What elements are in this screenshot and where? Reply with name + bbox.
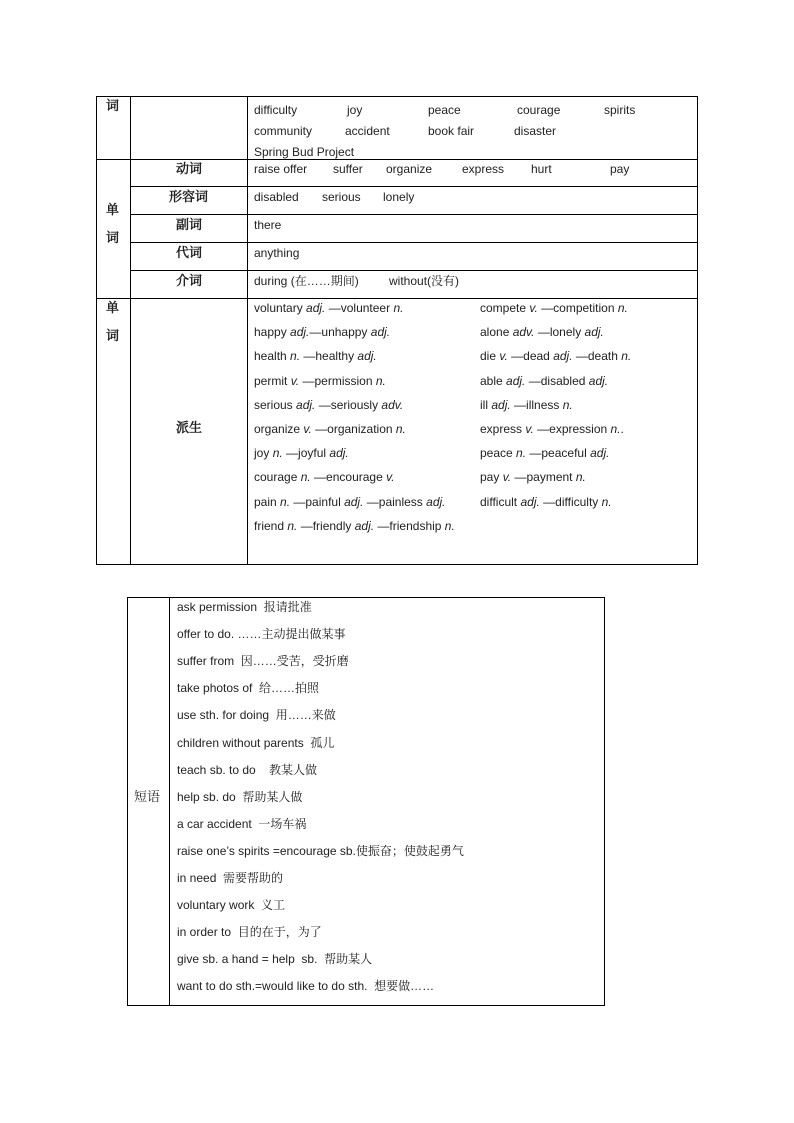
label-dan: 单	[106, 202, 120, 217]
row-divider	[130, 214, 698, 215]
phrase-item: a car accident 一场车祸	[177, 816, 307, 831]
derivation-line	[254, 446, 349, 460]
pos-label: 形容词	[169, 189, 209, 204]
pos-abbrev: adj.	[520, 494, 540, 509]
word-text: —illness	[510, 397, 563, 412]
pos-abbrev: n.	[575, 470, 586, 485]
prep-word: during (在……期间)	[254, 274, 359, 288]
noun-word: joy	[347, 103, 363, 117]
phrase-item: use sth. for doing 用……来做	[177, 708, 336, 723]
word-text: —difficulty	[539, 494, 602, 509]
word-text: friend	[254, 518, 288, 533]
word-text: health	[254, 349, 291, 364]
phrase-item: in order to 目的在于，为了	[177, 925, 322, 940]
adj-word: serious	[322, 190, 361, 204]
pos-abbrev: n.	[300, 470, 311, 485]
pos-abbrev: v.	[386, 470, 395, 485]
word-text: able	[480, 373, 507, 388]
column-divider	[169, 597, 170, 1006]
word-text: happy	[254, 325, 291, 340]
pos-abbrev: n.	[287, 518, 298, 533]
word-text: —healthy	[300, 349, 358, 364]
phrase-item: want to do sth.=would like to do sth. 想要做……	[177, 979, 435, 994]
derivation-line	[254, 470, 395, 484]
table-border	[96, 96, 97, 565]
pos-abbrev: n.	[272, 446, 283, 461]
word-text: —volunteer	[325, 301, 394, 315]
pos-label: 代词	[176, 245, 203, 260]
pos-abbrev: n.	[617, 301, 628, 315]
pron-word: anything	[254, 246, 300, 260]
word-text: die	[480, 349, 500, 364]
pos-abbrev: v.	[525, 422, 534, 436]
word-text: —friendly	[297, 518, 355, 533]
word-text: peace	[480, 446, 517, 461]
pos-abbrev: adj.	[590, 446, 610, 461]
word-text: voluntary	[254, 301, 307, 315]
word-text: —peaceful	[526, 446, 591, 461]
pos-abbrev: v.	[502, 470, 512, 485]
noun-word: community	[254, 124, 313, 138]
pos-abbrev: n.	[444, 518, 455, 533]
pos-abbrev: n.	[375, 373, 386, 388]
pos-abbrev: n.	[395, 422, 406, 436]
row-divider	[96, 159, 698, 160]
word-text: —unhappy	[309, 325, 371, 340]
prep-word: without(没有)	[389, 274, 460, 288]
word-text: —competition	[537, 301, 618, 315]
adv-word: there	[254, 218, 282, 232]
pos-abbrev: n.	[290, 349, 301, 364]
pos-label: 动词	[176, 161, 203, 176]
phrase-item: offer to do. ……主动提出做某事	[177, 627, 346, 642]
phrase-item: ask permission 报请批准	[177, 600, 312, 614]
pos-abbrev: n.	[621, 349, 632, 364]
word-text: —payment	[511, 470, 576, 485]
noun-word: disaster	[514, 124, 557, 138]
derivation-line	[254, 349, 377, 363]
pos-abbrev: n.	[393, 301, 404, 315]
pos-abbrev: n.	[562, 397, 573, 412]
pos-label: 副词	[176, 217, 203, 232]
word-text: —organization	[311, 422, 396, 436]
pos-abbrev: n.	[601, 494, 612, 509]
word-text: —painful	[290, 494, 345, 509]
derivation-line	[254, 301, 403, 315]
table-border	[96, 564, 698, 565]
noun-word: accident	[345, 124, 390, 138]
derivation-line	[254, 495, 446, 509]
row-divider	[130, 270, 698, 271]
noun-word: book fair	[428, 124, 475, 138]
word-text: —dead	[507, 349, 554, 364]
table-border	[96, 96, 698, 97]
column-divider	[130, 96, 131, 565]
noun-word: difficulty	[254, 103, 298, 117]
pos-abbrev: n.	[280, 494, 291, 509]
word-text: organize	[254, 422, 304, 436]
word-text: .	[620, 422, 624, 436]
pos-abbrev: adj.	[329, 446, 349, 461]
derivation-line	[254, 374, 386, 388]
word-text: difficult	[480, 494, 521, 509]
label-ci2: 词	[106, 328, 120, 343]
table-border	[127, 597, 605, 598]
pos-label: 介词	[176, 273, 203, 288]
word-text: courage	[254, 470, 301, 485]
word-text: pay	[480, 470, 503, 485]
word-text: —seriously	[315, 397, 382, 412]
pos-abbrev: adj.	[290, 325, 310, 340]
derivation-line	[254, 422, 406, 436]
table-border	[604, 597, 605, 1006]
word-text: compete	[480, 301, 530, 315]
phrase-item: in need 需要帮助的	[177, 871, 284, 885]
pos-abbrev: n.	[610, 422, 621, 436]
phrase-item: teach sb. to do 教某人做	[177, 762, 318, 777]
row-divider	[130, 186, 698, 187]
pos-abbrev: adj.	[354, 518, 375, 533]
noun-word: spirits	[604, 103, 636, 117]
phrase-item: raise one’s spirits =encourage sb.使振奋；使鼓起勇气	[177, 843, 464, 858]
pos-abbrev: adj.	[306, 301, 326, 315]
label-phrases: 短语	[134, 789, 161, 804]
pos-abbrev: adv.	[512, 325, 535, 340]
pos-abbrev: adj.	[506, 373, 526, 388]
verb-word: express	[462, 162, 505, 176]
pos-abbrev: v.	[290, 373, 300, 388]
phrase-item: voluntary work 义工	[177, 898, 286, 913]
verb-word: pay	[610, 162, 630, 176]
pos-abbrev: adj.	[357, 349, 377, 364]
word-text: —painless	[363, 494, 427, 509]
derivation-line	[480, 470, 586, 484]
derivation-line	[480, 325, 604, 339]
derivation-line	[480, 495, 612, 509]
derivation-line	[480, 422, 624, 436]
label-derivation: 派生	[176, 420, 203, 435]
word-text: —expression	[533, 422, 611, 436]
derivation-line	[254, 325, 390, 339]
row-divider	[130, 242, 698, 243]
word-text: joy	[254, 446, 273, 461]
pos-abbrev: adj.	[588, 373, 609, 388]
table-border	[697, 96, 698, 565]
word-text: —joyful	[282, 446, 330, 461]
derivation-line	[480, 301, 628, 315]
phrase-item: help sb. do 帮助某人做	[177, 789, 303, 804]
word-text: —death	[572, 349, 622, 364]
word-text: —friendship	[374, 518, 445, 533]
word-text: pain	[254, 494, 281, 509]
word-text: ill	[480, 397, 492, 412]
pos-abbrev: adj.	[370, 325, 391, 340]
phrase-item: take photos of 给……拍照	[177, 681, 320, 696]
column-divider	[247, 96, 248, 565]
label-ci2: 词	[106, 230, 120, 245]
pos-abbrev: adj.	[296, 397, 316, 412]
noun-word: Spring Bud Project	[254, 145, 355, 159]
pos-abbrev: adj.	[491, 397, 511, 412]
adj-word: lonely	[383, 190, 415, 204]
word-text: express	[480, 422, 526, 436]
adj-word: disabled	[254, 190, 299, 204]
word-text: —permission	[299, 373, 376, 388]
word-text: alone	[480, 325, 513, 340]
table-border	[127, 597, 128, 1006]
phrase-item: children without parents 孤儿	[177, 735, 335, 750]
derivation-line	[480, 398, 573, 412]
word-text: —encourage	[310, 470, 387, 485]
verb-word: raise offer	[254, 162, 308, 176]
pos-abbrev: v.	[529, 301, 538, 315]
word-text: —disabled	[525, 373, 589, 388]
derivation-line	[480, 446, 609, 460]
derivation-line	[254, 519, 455, 533]
verb-word: hurt	[531, 162, 552, 176]
label-ci: 词	[106, 98, 120, 113]
derivation-line	[480, 349, 631, 363]
noun-word: courage	[517, 103, 561, 117]
row-divider	[96, 298, 698, 299]
pos-abbrev: adj.	[426, 494, 446, 509]
pos-abbrev: n.	[516, 446, 527, 461]
pos-abbrev: adv.	[381, 397, 404, 412]
phrase-item: suffer from 因……受苦，受折磨	[177, 654, 349, 669]
pos-abbrev: adj.	[553, 349, 573, 364]
word-text: serious	[254, 397, 297, 412]
noun-word: peace	[428, 103, 461, 117]
verb-word: organize	[386, 162, 433, 176]
label-dan: 单	[106, 300, 120, 315]
phrase-item: give sb. a hand = help sb. 帮助某人	[177, 952, 373, 967]
table-border	[127, 1005, 605, 1006]
derivation-line	[480, 374, 608, 388]
pos-abbrev: adj.	[584, 325, 604, 340]
derivation-line	[254, 398, 403, 412]
pos-abbrev: v.	[499, 349, 508, 364]
verb-word: suffer	[333, 162, 363, 176]
pos-abbrev: adj.	[344, 494, 364, 509]
word-text: —lonely	[534, 325, 585, 340]
word-text: permit	[254, 373, 291, 388]
pos-abbrev: v.	[303, 422, 312, 436]
